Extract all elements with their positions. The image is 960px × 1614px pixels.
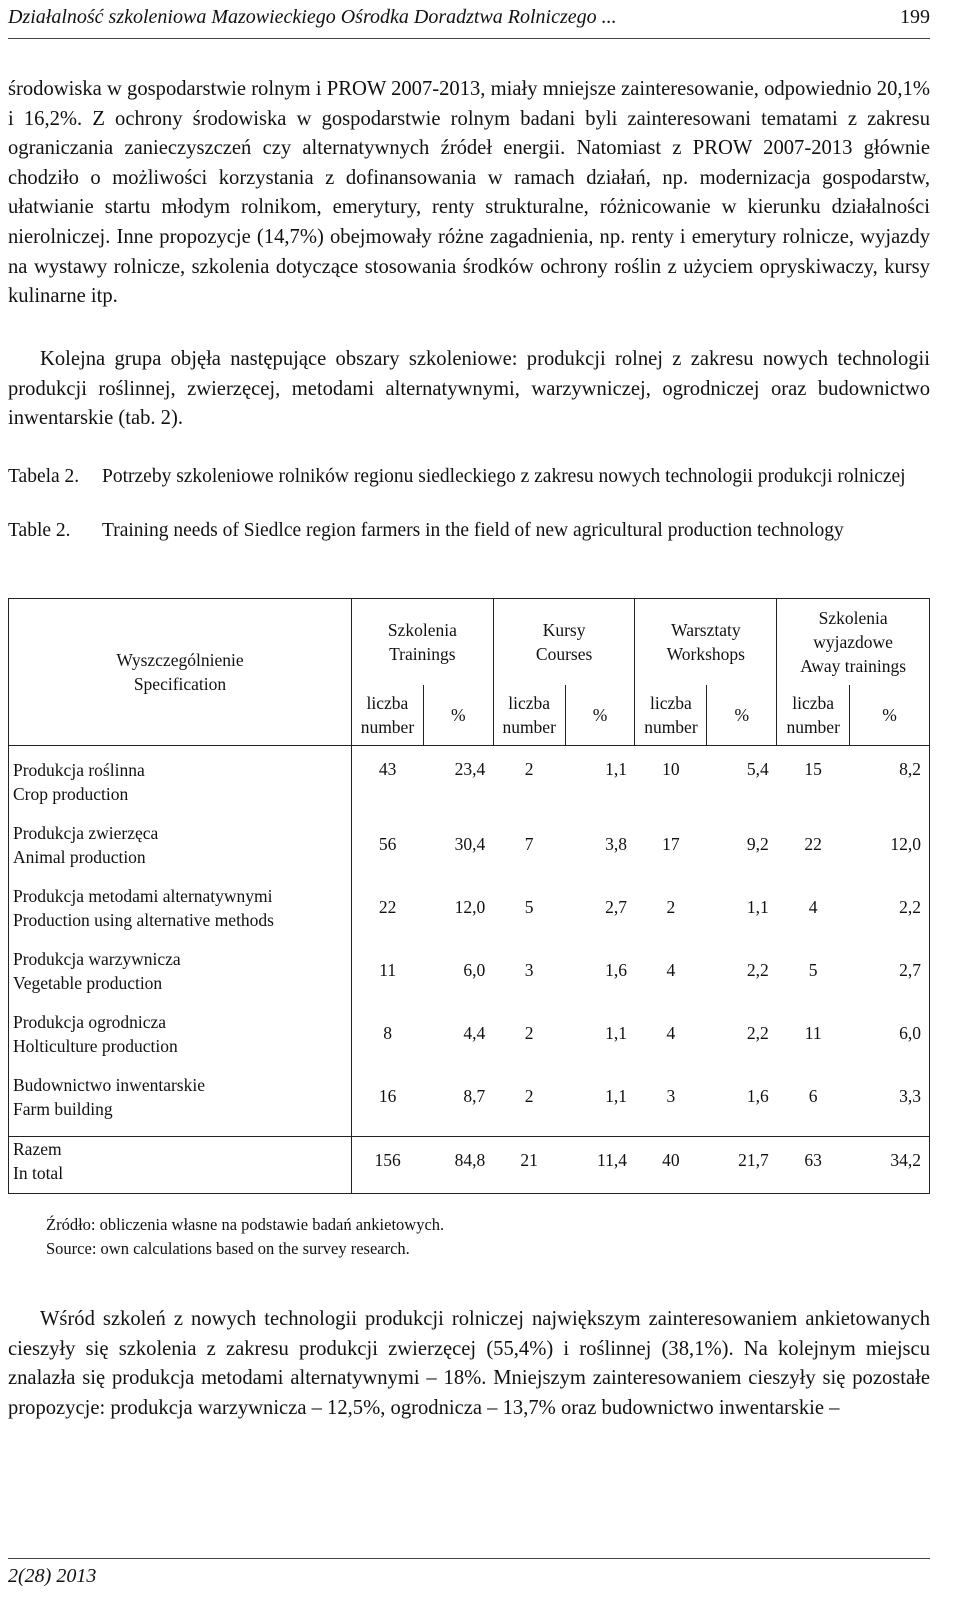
cell-number: 11	[804, 1023, 822, 1043]
cell-number: 156	[351, 1137, 423, 1194]
table-row	[9, 1073, 930, 1137]
cell-percent: 1,1	[605, 1023, 627, 1043]
cell-percent: 1,6	[605, 960, 627, 980]
source-note-en: Source: own calculations based on the survey research.	[46, 1239, 410, 1258]
sub-number-en: number	[644, 717, 698, 737]
paragraph-3: Wśród szkoleń z nowych technologii produkcji rolniczej największym zainteresowaniem ankietowanych cieszyły się szkolenia z zakresu produkcji zwierzęcej (55,4%) i roślinnej (38,1%). Na kolejnym miejscu znalazła się produkcja metodami alternatywnymi – 18%. Mniejszym zainteresowaniem cieszyły się pozostałe propozycje: produkcja warzywnicza – 12,5%, ogrodnicza – 13,7% oraz budownictwo inwentarskie –	[8, 1308, 930, 1419]
caption-label-pl: Tabela 2.	[8, 466, 80, 487]
group-en: Courses	[535, 644, 593, 664]
sub-number-pl: liczba	[650, 693, 692, 713]
group-en: Workshops	[666, 644, 745, 664]
subheader-number	[777, 685, 850, 746]
cell-number: 11	[379, 960, 397, 980]
cell-number: 8	[383, 1023, 393, 1043]
cell-percent: 11,4	[565, 1137, 635, 1194]
table-row	[9, 1137, 930, 1194]
paragraph-2: Kolejna grupa objęła następujące obszary szkoleniowe: produkcji rolnej z zakresu nowych technologii produkcji roślinnej, zwierzęcej, metodami alternatywnymi, warzywniczej, ogrodniczej oraz budownictwo inwentarskie (tab. 2).	[8, 348, 930, 430]
subheader-number	[351, 685, 423, 746]
cell-percent: 1,1	[605, 1086, 627, 1106]
cell-percent: 3,8	[605, 834, 627, 854]
cell-number: 17	[662, 834, 680, 854]
cell-number: 22	[378, 897, 397, 917]
training-needs-table	[8, 598, 930, 1194]
cell-number: 4	[808, 897, 818, 917]
table-row	[9, 821, 930, 884]
cell-number: 4	[666, 1023, 676, 1043]
caption-label-en: Table 2.	[8, 520, 71, 541]
row-label-en: Production using alternative methods	[13, 910, 274, 930]
cell-number: 5	[524, 897, 534, 917]
cell-percent: 1,6	[746, 1086, 769, 1106]
row-label-pl: Produkcja ogrodnicza	[13, 1012, 167, 1032]
subheader-number	[493, 685, 565, 746]
cell-percent: 8,7	[463, 1086, 486, 1106]
table-row	[9, 1010, 930, 1073]
sub-number-en: number	[360, 717, 415, 737]
header-spec-en: Specification	[133, 674, 227, 694]
running-header	[8, 4, 930, 39]
sub-number-pl: liczba	[792, 693, 835, 713]
sub-number-pl: liczba	[366, 693, 409, 713]
cell-number: 2	[524, 759, 534, 779]
row-label	[9, 1137, 352, 1194]
cell-number: 2	[524, 1086, 534, 1106]
row-label	[9, 947, 352, 1010]
header-group-courses	[493, 599, 635, 686]
group-pl: Kursy	[542, 620, 586, 640]
row-label-pl: Produkcja roślinna	[13, 760, 145, 780]
cell-percent: 5,4	[746, 759, 769, 779]
cell-percent: 6,0	[850, 1010, 930, 1073]
cell-percent: 1,1	[605, 759, 627, 779]
group-pl: Warsztaty	[671, 620, 741, 640]
table-row	[9, 746, 930, 822]
sub-number-en: number	[502, 717, 556, 737]
cell-percent: 84,8	[423, 1137, 493, 1194]
header-group-trainings	[351, 599, 493, 686]
row-label-en: Holticulture production	[13, 1036, 178, 1056]
cell-number: 5	[808, 960, 818, 980]
page-footer	[8, 1558, 930, 1588]
cell-percent: 2,2	[850, 884, 930, 947]
subheader-percent: %	[707, 685, 777, 746]
subheader-percent: %	[850, 685, 930, 746]
group-pl: Szkolenia wyjazdowe	[813, 608, 893, 652]
table-row	[9, 884, 930, 947]
row-label-pl: Produkcja warzywnicza	[13, 949, 181, 969]
row-label-en: Farm building	[13, 1099, 113, 1119]
sub-number-en: number	[786, 717, 840, 737]
cell-number: 16	[378, 1086, 397, 1106]
row-label	[9, 1073, 352, 1137]
cell-percent: 23,4	[454, 759, 486, 779]
group-pl: Szkolenia	[387, 620, 457, 640]
subheader-number	[635, 685, 707, 746]
row-label	[9, 884, 352, 947]
row-label-pl: Produkcja metodami alternatywnymi	[13, 886, 273, 906]
group-en: Trainings	[389, 644, 456, 664]
table-row	[9, 947, 930, 1010]
cell-number: 6	[808, 1086, 818, 1106]
source-note-pl: Źródło: obliczenia własne na podstawie badań ankietowych.	[46, 1215, 445, 1234]
header-specification	[9, 599, 352, 746]
cell-percent: 2,7	[605, 897, 627, 917]
subheader-percent: %	[565, 685, 635, 746]
row-label	[9, 1010, 352, 1073]
header-group-workshops	[635, 599, 777, 686]
cell-percent: 1,1	[746, 897, 769, 917]
paragraph-1: środowiska w gospodarstwie rolnym i PROW 2007-2013, miały mniejsze zainteresowanie, odpowiednio 20,1% i 16,2%. Z ochrony środowiska w gospodarstwie rolnym badani byli zainteresowani tematami z zakresu ograniczania zanieczyszczeń czy alternatywnych źródeł energii. Natomiast z PROW 2007-2013 głównie chodziło o możliwości korzystania z dofinansowania w ramach działań, np. modernizacja gospodarstw, ułatwianie startu młodym rolnikom, emerytury, renty strukturalne, różnicowanie w kierunku działalności nierolniczej. Inne propozycje (14,7%) obejmowały różne zagadnienia, np. renty i emerytury rolnicze, wyjazdy na wystawy rolnicze, szkolenia dotyczące stosowania środków ochrony roślin z użyciem opryskiwaczy, kursy kulinarne itp.	[8, 78, 930, 308]
cell-number: 56	[378, 834, 397, 854]
row-label-en: Animal production	[13, 847, 146, 867]
cell-percent: 3,3	[850, 1073, 930, 1137]
cell-percent: 8,2	[850, 746, 930, 822]
cell-number: 63	[777, 1137, 850, 1194]
cell-percent: 4,4	[463, 1023, 486, 1043]
cell-number: 15	[804, 759, 822, 779]
cell-number: 7	[524, 834, 534, 854]
cell-percent: 2,2	[746, 960, 769, 980]
cell-percent: 34,2	[850, 1137, 930, 1194]
table-body	[9, 746, 930, 1194]
row-label-pl: Produkcja zwierzęca	[13, 823, 159, 843]
row-label	[9, 821, 352, 884]
group-en: Away trainings	[800, 656, 907, 676]
subheader-percent: %	[423, 685, 493, 746]
cell-percent: 30,4	[454, 834, 486, 854]
cell-percent: 12,0	[454, 897, 486, 917]
cell-number: 4	[666, 960, 676, 980]
cell-number: 21	[493, 1137, 565, 1194]
running-title: Działalność szkoleniowa Mazowieckiego Ośrodka Doradztwa Rolniczego ...	[8, 6, 617, 28]
cell-number: 22	[804, 834, 822, 854]
cell-number: 40	[635, 1137, 707, 1194]
row-label-pl: Budownictwo inwentarskie	[13, 1075, 205, 1095]
cell-number: 10	[662, 759, 680, 779]
row-label-pl: Razem	[13, 1139, 62, 1159]
row-label-en: Crop production	[13, 784, 129, 804]
cell-percent: 2,7	[850, 947, 930, 1010]
cell-number: 2	[524, 1023, 534, 1043]
row-label-en: Vegetable production	[13, 973, 163, 993]
row-label-en: In total	[13, 1163, 64, 1183]
sub-number-pl: liczba	[508, 693, 551, 713]
cell-number: 2	[666, 897, 676, 917]
issue-number: 2(28) 2013	[8, 1565, 97, 1587]
cell-percent: 12,0	[850, 821, 930, 884]
page-number: 199	[900, 6, 930, 28]
cell-percent: 9,2	[746, 834, 769, 854]
cell-number: 3	[524, 960, 534, 980]
cell-number: 3	[666, 1086, 676, 1106]
cell-percent: 21,7	[707, 1137, 777, 1194]
cell-percent: 6,0	[463, 960, 486, 980]
header-spec-pl: Wyszczególnienie	[116, 650, 244, 670]
cell-number: 43	[378, 759, 397, 779]
row-label	[9, 746, 352, 822]
cell-percent: 2,2	[746, 1023, 769, 1043]
header-group-away-trainings	[777, 599, 930, 686]
caption-text-pl: Potrzeby szkoleniowe rolników regionu siedleckiego z zakresu nowych technologii produkcji rolniczej	[102, 466, 906, 487]
caption-text-en: Training needs of Siedlce region farmers in the field of new agricultural production technology	[102, 520, 844, 541]
